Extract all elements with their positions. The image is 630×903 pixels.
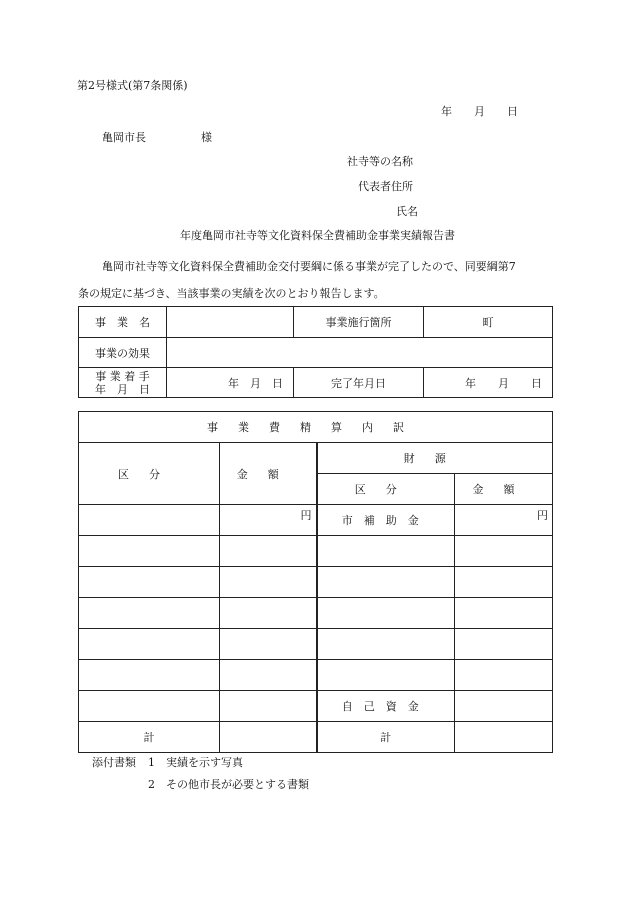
expense-amount-cell[interactable] [220, 567, 317, 598]
body-line-2: 条の規定に基づき、当該事業の実績を次のとおり報告します。 [78, 287, 385, 300]
org-name-label: 社寺等の名称 [347, 155, 413, 168]
amount-header: 金額 [220, 443, 317, 505]
project-effect-label: 事業の効果 [79, 338, 167, 368]
project-effect-value[interactable] [167, 338, 553, 368]
funding-amount-header: 金額 [455, 474, 553, 505]
expense-category-cell[interactable] [79, 660, 220, 691]
funding-amount-cell[interactable] [455, 629, 553, 660]
report-date-line: 年 月 日 [441, 105, 518, 118]
completion-date[interactable]: 年 月 日 [424, 368, 553, 398]
project-start-label [79, 368, 167, 398]
attachments-label: 添付書類 [92, 756, 136, 769]
project-site-town[interactable]: 町 [424, 307, 553, 338]
expense-category-cell[interactable] [79, 691, 220, 722]
own-funds-label: 自己資金 [317, 691, 455, 722]
category-header: 区分 [79, 443, 220, 505]
project-start-date[interactable]: 年 月 日 [167, 368, 294, 398]
addressee: 亀岡市長 様 [102, 131, 212, 144]
expense-total-amount[interactable] [220, 722, 317, 753]
expense-category-cell[interactable] [79, 598, 220, 629]
expense-category-cell[interactable] [79, 629, 220, 660]
funding-category-cell[interactable] [317, 567, 455, 598]
funding-source-header: 財源 [317, 443, 553, 474]
expense-amount-cell[interactable] [220, 691, 317, 722]
expense-amount-cell[interactable] [220, 598, 317, 629]
city-subsidy-yen[interactable]: 円 [455, 505, 553, 536]
project-name-label: 事 業 名 [79, 307, 167, 338]
own-funds-amount[interactable] [455, 691, 553, 722]
expense-breakdown-table [78, 411, 553, 753]
expense-amount-yen[interactable]: 円 [220, 505, 317, 536]
expense-category-cell[interactable] [79, 567, 220, 598]
attachment-item-1: 1 実績を示す写真 [148, 756, 243, 769]
expense-amount-cell[interactable] [220, 536, 317, 567]
funding-amount-cell[interactable] [455, 660, 553, 691]
project-name-value[interactable] [167, 307, 294, 338]
project-start-label-line1: 事 業 着 手 [95, 369, 150, 383]
expense-breakdown-title: 事業費精算内訳 [79, 412, 553, 443]
project-site-label: 事業施行箇所 [294, 307, 424, 338]
form-number: 第2号様式(第7条関係) [77, 79, 188, 92]
funding-category-cell[interactable] [317, 629, 455, 660]
funding-category-cell[interactable] [317, 598, 455, 629]
completion-date-label: 完了年月日 [294, 368, 424, 398]
funding-total-amount[interactable] [455, 722, 553, 753]
expense-category-cell[interactable] [79, 505, 220, 536]
expense-amount-cell[interactable] [220, 629, 317, 660]
funding-category-cell[interactable] [317, 536, 455, 567]
funding-amount-cell[interactable] [455, 598, 553, 629]
expense-total-label: 計 [79, 722, 220, 753]
body-line-1: 亀岡市社寺等文化資料保全費補助金交付要綱に係る事業が完了したので、同要綱第7 [102, 260, 516, 273]
rep-address-label: 代表者住所 [358, 180, 413, 193]
expense-category-cell[interactable] [79, 536, 220, 567]
project-info-table [78, 306, 553, 398]
funding-category-header: 区分 [317, 474, 455, 505]
expense-amount-cell[interactable] [220, 660, 317, 691]
document-title: 年度亀岡市社寺等文化資料保全費補助金事業実績報告書 [180, 229, 455, 242]
funding-amount-cell[interactable] [455, 536, 553, 567]
name-label: 氏名 [396, 205, 418, 218]
funding-amount-cell[interactable] [455, 567, 553, 598]
funding-total-label: 計 [317, 722, 455, 753]
city-subsidy-label: 市補助金 [317, 505, 455, 536]
project-start-label-line2: 年 月 日 [95, 382, 150, 396]
funding-category-cell[interactable] [317, 660, 455, 691]
attachment-item-2: 2 その他市長が必要とする書類 [148, 778, 309, 791]
